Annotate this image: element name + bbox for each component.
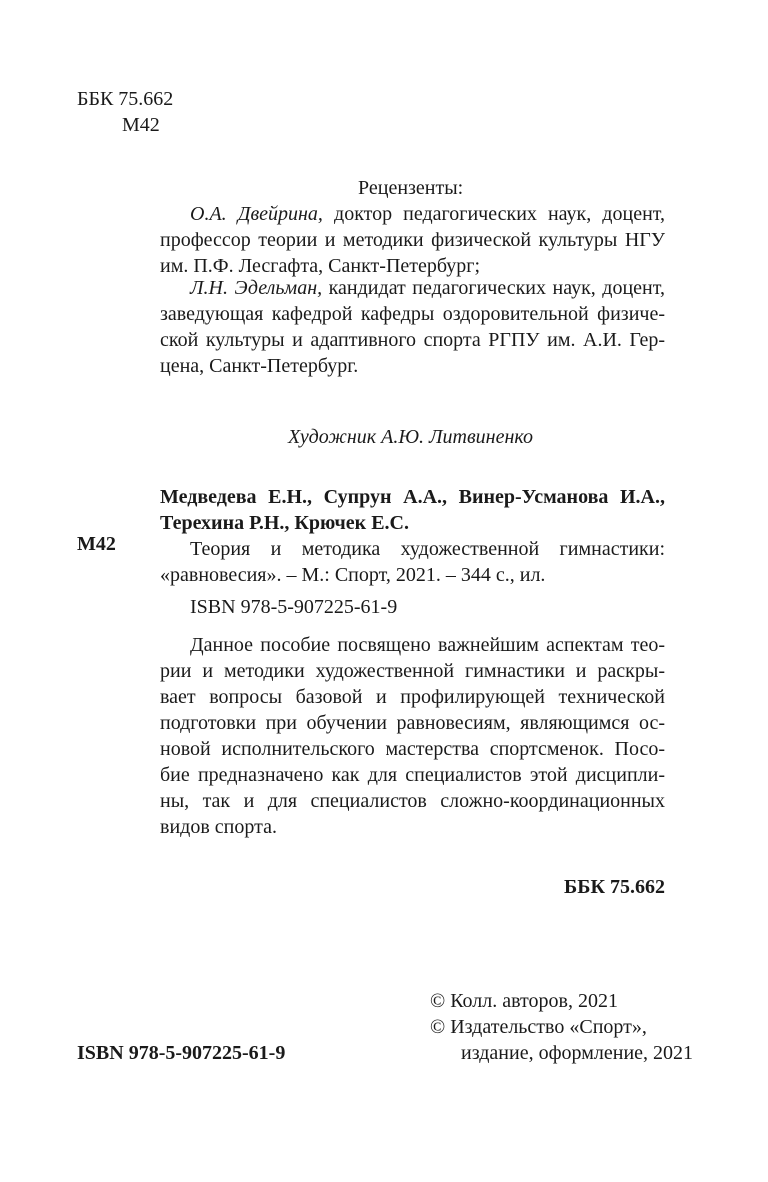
annotation-line-5: новой исполнительского мастерства спортсменок. Посо- — [160, 738, 665, 760]
reviewer-2-block — [160, 275, 665, 379]
reviewer-2-first-line — [160, 275, 665, 301]
catalog-authors-line-2: Терехина Р.Н., Крючек Е.С. — [160, 512, 409, 534]
bbk-code-top: ББК 75.662 — [77, 88, 174, 110]
isbn-bottom: ISBN 978-5-907225-61-9 — [77, 1042, 286, 1064]
reviewer-2-position-line-1: заведующая кафедрой кафедры оздоровительной физиче- — [160, 303, 665, 325]
annotation-line-1: Данное пособие посвящено важнейшим аспектам тео- — [190, 634, 665, 656]
reviewer-1-block — [160, 201, 665, 279]
author-index-top: М42 — [122, 114, 160, 136]
catalog-title-line-2: «равновесия». – М.: Спорт, 2021. – 344 с., ил. — [160, 564, 546, 586]
annotation-line-6: бие предназначено как для специалистов этой дисципли- — [160, 764, 665, 786]
catalog-authors-line-1: Медведева Е.Н., Супрун А.А., Винер-Усманова И.А., — [160, 486, 665, 508]
reviewer-2-degree: кандидат педагогических наук, доцент, — [328, 277, 665, 299]
annotation-line-3: вает вопросы базовой и профилирующей технической — [160, 686, 665, 708]
reviewer-1-degree: доктор педагогических наук, доцент, — [334, 203, 666, 225]
copyright-design: издание, оформление, 2021 — [461, 1042, 694, 1064]
reviewer-2-position-line-2: ской культуры и адаптивного спорта РГПУ им. А.И. Гер- — [160, 329, 665, 351]
catalog-title — [160, 536, 665, 588]
reviewer-1-position: профессор теории и методики физической культуры НГУ — [160, 229, 665, 251]
annotation-line-4: подготовки при обучении равновесиям, являющимся ос- — [160, 712, 665, 734]
artist-credit: Художник А.Ю. Литвиненко — [288, 426, 533, 448]
reviewer-2-position-line-3: цена, Санкт-Петербург. — [160, 355, 359, 377]
bbk-code-bottom: ББК 75.662 — [564, 876, 665, 898]
copyright-publisher: © Издательство «Спорт», — [430, 1016, 647, 1038]
annotation-paragraph — [160, 632, 665, 840]
annotation-line-8: видов спорта. — [160, 816, 277, 838]
reviewers-title: Рецензенты: — [358, 177, 464, 199]
reviewer-1-first-line — [160, 201, 665, 227]
catalog-author-index: М42 — [77, 533, 116, 555]
catalog-isbn: ISBN 978-5-907225-61-9 — [190, 596, 398, 618]
copyright-authors: © Колл. авторов, 2021 — [430, 990, 618, 1012]
annotation-line-2: рии и методики художественной гимнастики и раскры- — [160, 660, 665, 682]
reviewer-2-name: Л.Н. Эдельман, — [190, 277, 323, 299]
catalog-title-line-1: Теория и методика художественной гимнастики: — [190, 538, 665, 560]
annotation-line-7: ны, так и для специалистов сложно-координационных — [160, 790, 665, 812]
reviewer-1-affiliation: им. П.Ф. Лесгафта, Санкт-Петербург; — [160, 255, 481, 277]
catalog-authors — [160, 484, 665, 510]
reviewer-1-name: О.А. Двейрина, — [190, 203, 323, 225]
